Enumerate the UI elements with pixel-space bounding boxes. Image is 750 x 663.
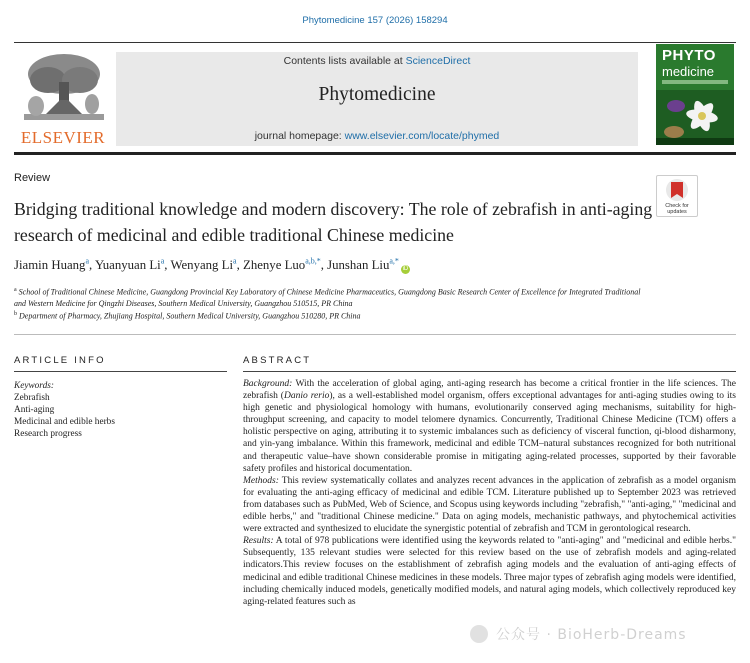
sciencedirect-link[interactable]: ScienceDirect <box>405 55 471 67</box>
article-info-heading: ARTICLE INFO <box>14 355 106 366</box>
article-type: Review <box>14 172 51 184</box>
abstract-methods <box>243 475 736 535</box>
background-label: Background: <box>243 379 293 389</box>
affiliation-marker: b <box>14 311 17 317</box>
author-name[interactable]: Wenyang Li <box>170 258 234 272</box>
affiliation-marker: a <box>14 287 17 293</box>
tree-icon <box>14 50 112 126</box>
article-title: Bridging traditional knowledge and modern discovery: The role of zebrafish in anti-aging research of medicinal and edible traditional Chinese medicine <box>14 199 653 245</box>
affiliation-a <box>14 285 654 310</box>
watermark <box>470 621 740 647</box>
results-text: A total of 978 publications were identified using the keywords related to "anti-aging" and "medicinal and edible herbs." Subsequently, 135 relevant studies were selected for this review based on the use of zebrafish models and aging-related indicators.This review focuses on the establishment of zebrafish aging models and the evaluation of anti-aging effects of medicinal and edible traditional Chinese medicines in these models. Three major types of zebrafish aging models were identified, including chemically induced models, genetically modified models, and natural aging models, which collectively reproduced key aging-related features such as <box>243 536 736 607</box>
watermark-text: 公众号 · BioHerb-Dreams <box>496 627 687 643</box>
author-name[interactable]: Junshan Liu <box>327 258 390 272</box>
keywords-block <box>14 380 224 440</box>
homepage-line <box>116 130 638 142</box>
top-rule <box>14 42 736 43</box>
orcid-icon[interactable]: iD <box>402 266 409 272</box>
abstract-body <box>243 378 736 608</box>
watermark-logo-icon <box>470 625 488 643</box>
check-updates-label: Check for updates <box>665 203 689 215</box>
author-name[interactable]: Jiamin Huang <box>14 258 86 272</box>
section-separator <box>14 334 736 335</box>
methods-label: Methods: <box>243 475 279 486</box>
author-separator: , <box>320 258 328 272</box>
elsevier-wordmark: ELSEVIER <box>20 128 106 147</box>
homepage-link[interactable]: www.elsevier.com/locate/phymed <box>344 130 500 142</box>
homepage-prefix: journal homepage: <box>254 130 345 142</box>
contents-prefix: Contents lists available at <box>283 55 406 67</box>
article-info-rule <box>14 371 227 372</box>
author-affiliation-marker[interactable]: a <box>85 256 90 266</box>
cover-title-1: PHYTO <box>662 47 716 64</box>
results-label: Results: <box>243 536 274 547</box>
abstract-heading: ABSTRACT <box>243 355 312 366</box>
author-affiliation-marker[interactable]: a <box>160 256 165 266</box>
author-separator: , <box>236 258 243 272</box>
keyword-item[interactable]: Research progress <box>14 429 82 439</box>
keyword-item[interactable]: Zebrafish <box>14 393 50 403</box>
background-text-1: With the acceleration of global aging, anti-aging research has become a critical frontier in the life sciences. The zebrafish ( <box>243 379 736 402</box>
check-for-updates-button[interactable] <box>656 175 698 217</box>
species-name: Danio rerio <box>283 391 330 402</box>
abstract-background <box>243 378 736 475</box>
affiliation-text: School of Traditional Chinese Medicine, Guangdong Provincial Key Laboratory of Chinese Medicine Pharmaceutics, Guangdong Basic Research Center of Excellence for Integrated Traditional and Western Medicine for Qingzhi Diseases, Southern Medical University, Guangzhou 510515, PR China <box>14 287 641 309</box>
journal-citation[interactable]: Phytomedicine 157 (2026) 158294 <box>302 15 448 26</box>
author-separator: , <box>89 258 95 272</box>
affiliation-b <box>14 309 654 322</box>
affiliation-text: Department of Pharmacy, Zhujiang Hospital, Southern Medical University, Guangzhou 510280, PR China <box>19 311 361 321</box>
author-name[interactable]: Zhenye Luo <box>243 258 306 272</box>
author-name[interactable]: Yuanyuan Li <box>94 258 161 272</box>
journal-cover[interactable] <box>656 44 734 145</box>
background-text-2: ), as a well-established model organism, offers exceptional advantages for anti-aging studies owing to its high genetic and physiological homology with humans, evolutionarily conserved aging mechanisms, suitability for high-throughput screening, and capacity to model telomere dynamics. Concurrently, Traditional Chinese Medicine (TCM) offers a holistic perspective on aging, attributing it to systemic imbalances such as deficiency of visceral function, qi-blood disharmony, and yin-yang imbalance. Within this framework, medicinal and edible TCM–natural substances recognized for both nutritional and therapeutic value–have shown considerable promise in mitigating aging-related processes, supported by their favorable safety profiles and historical documentation. <box>243 391 736 474</box>
abstract-rule <box>243 371 736 372</box>
check-updates-icon <box>657 176 697 204</box>
keywords-heading: Keywords: <box>14 381 54 391</box>
author-affiliation-marker[interactable]: a,b,* <box>305 256 321 266</box>
keyword-item[interactable]: Anti-aging <box>14 405 55 415</box>
cover-title-2: medicine <box>662 64 715 79</box>
author-affiliation-marker[interactable]: a <box>233 256 237 266</box>
methods-text: This review systematically collates and analyzes recent advances in the application of zebrafish as a model organism for evaluating the anti-aging efficacy of medicinal and edible TCM. Literature published up to September 2023 was retrieved from databases such as PubMed, Web of Science, and Scopus using keywords including "zebrafish," "anti-aging," "medicinal and edible herbs," and "traditional Chinese medicine." Data on aging models, mechanistic pathways, and phytochemical activities were extracted and synthesized to elucidate the synergistic potential of zebrafish and TCM in gerontological research. <box>243 475 736 535</box>
cover-flower-image <box>656 44 734 145</box>
author-separator: , <box>164 258 171 272</box>
journal-name: Phytomedicine <box>318 84 436 105</box>
header-thick-rule <box>14 152 736 155</box>
contents-line <box>116 55 638 67</box>
keyword-item[interactable]: Medicinal and edible herbs <box>14 417 115 427</box>
author-affiliation-marker[interactable]: a,* <box>389 256 399 266</box>
author-list <box>14 258 714 274</box>
abstract-results <box>243 535 736 608</box>
